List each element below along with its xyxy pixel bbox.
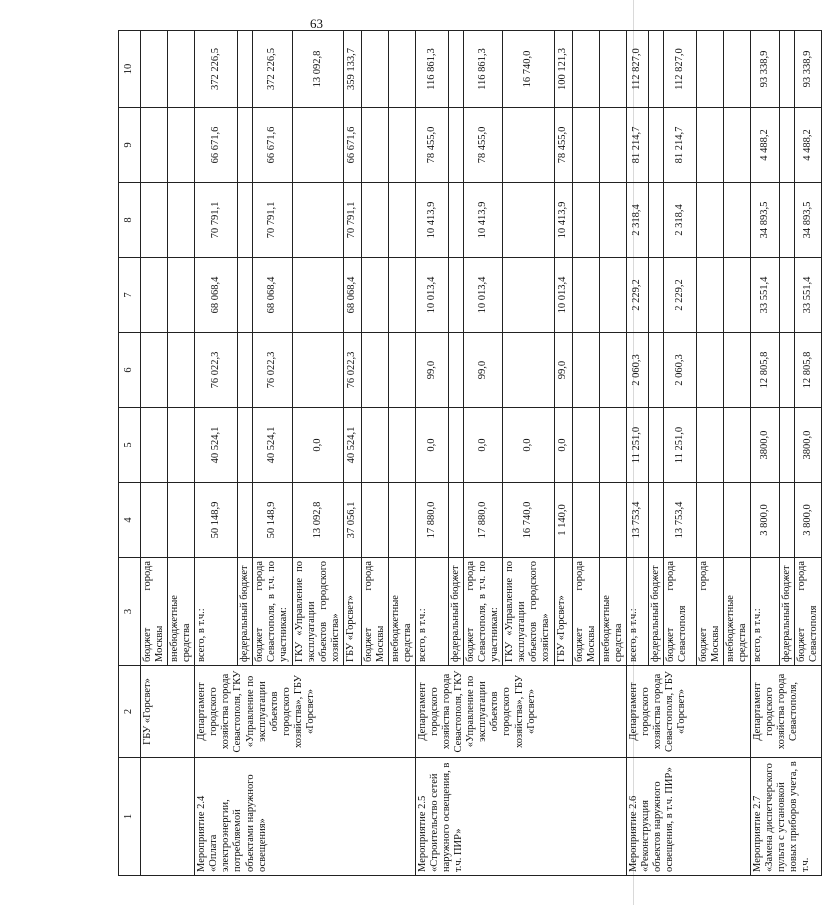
year-value-cell	[168, 408, 195, 483]
rotated-table-container	[118, 31, 820, 876]
year-value-cell: 16 740,0	[503, 483, 554, 558]
year-value-cell	[388, 483, 415, 558]
year-value-cell: 66 671,6	[253, 108, 292, 183]
year-value-cell	[780, 183, 795, 258]
year-value-cell: 78 455,0	[464, 108, 503, 183]
year-value-cell: 78 455,0	[554, 108, 572, 183]
col-number: 5	[119, 408, 141, 483]
year-value-cell: 12 805,8	[751, 333, 780, 408]
responsible-executor-cell: ГБУ «Горсвет»	[141, 666, 195, 758]
year-value-cell: 0,0	[292, 408, 343, 483]
year-value-cell	[292, 258, 343, 333]
year-value-cell	[238, 408, 253, 483]
year-value-cell: 3800,0	[751, 408, 780, 483]
total-value-cell	[780, 31, 795, 108]
funding-source-cell: бюджет города Севастополя, в т.ч. по участникам:	[253, 558, 292, 666]
year-value-cell	[696, 108, 723, 183]
year-value-cell: 17 880,0	[416, 483, 449, 558]
year-value-cell: 10 413,9	[464, 183, 503, 258]
year-value-cell: 0,0	[503, 408, 554, 483]
year-value-cell: 50 148,9	[195, 483, 238, 558]
col-number: 9	[119, 108, 141, 183]
year-value-cell	[696, 258, 723, 333]
funding-source-cell: всего, в т.ч.:	[416, 558, 449, 666]
year-value-cell: 3 800,0	[795, 483, 822, 558]
year-value-cell: 10 013,4	[416, 258, 449, 333]
table-row	[141, 31, 168, 876]
year-value-cell	[292, 183, 343, 258]
total-value-cell: 112 827,0	[663, 31, 696, 108]
year-value-cell: 99,0	[464, 333, 503, 408]
year-value-cell: 76 022,3	[195, 333, 238, 408]
year-value-cell	[388, 408, 415, 483]
year-value-cell	[780, 408, 795, 483]
responsible-executor-cell: Департамент городского хозяйства города Севастополя, ГКУ «Управление по эксплуатации объектов городского хозяйства», ГБУ «Горсвет»	[195, 666, 416, 758]
total-value-cell	[141, 31, 168, 108]
table-row	[195, 31, 238, 876]
funding-source-cell: бюджет города Москвы	[696, 558, 723, 666]
year-value-cell	[388, 108, 415, 183]
year-value-cell: 34 893,5	[751, 183, 780, 258]
year-value-cell	[780, 483, 795, 558]
year-value-cell: 99,0	[554, 333, 572, 408]
funding-source-cell: всего, в т.ч.:	[751, 558, 780, 666]
year-value-cell	[168, 483, 195, 558]
total-value-cell	[572, 31, 599, 108]
total-value-cell	[388, 31, 415, 108]
total-value-cell: 359 133,7	[343, 31, 361, 108]
year-value-cell: 34 893,5	[795, 183, 822, 258]
year-value-cell	[723, 258, 750, 333]
measure-name-cell: Мероприятие 2.7 «Замена диспетчерского пульта с установкой новых приборов учета, в т.ч.	[751, 758, 822, 876]
year-value-cell	[449, 483, 464, 558]
year-value-cell	[238, 108, 253, 183]
year-value-cell	[648, 483, 663, 558]
year-value-cell	[238, 258, 253, 333]
total-value-cell: 13 092,8	[292, 31, 343, 108]
year-value-cell: 4 488,2	[795, 108, 822, 183]
year-value-cell: 76 022,3	[253, 333, 292, 408]
year-value-cell: 2 318,4	[626, 183, 648, 258]
year-value-cell	[572, 408, 599, 483]
year-value-cell	[449, 408, 464, 483]
funding-source-cell: ГКУ «Управление по эксплуатации объектов городского хозяйства»	[292, 558, 343, 666]
funding-source-cell: внебюджетные средства	[599, 558, 626, 666]
year-value-cell	[696, 183, 723, 258]
funding-source-cell: бюджет города Севастополя	[663, 558, 696, 666]
year-value-cell	[696, 483, 723, 558]
year-value-cell: 10 013,4	[464, 258, 503, 333]
year-value-cell	[599, 483, 626, 558]
year-value-cell	[648, 408, 663, 483]
year-value-cell: 17 880,0	[464, 483, 503, 558]
total-value-cell: 112 827,0	[626, 31, 648, 108]
total-value-cell: 100 121,3	[554, 31, 572, 108]
col-number: 8	[119, 183, 141, 258]
year-value-cell	[572, 183, 599, 258]
year-value-cell: 70 791,1	[253, 183, 292, 258]
table-row	[626, 31, 648, 876]
total-value-cell	[648, 31, 663, 108]
year-value-cell: 0,0	[464, 408, 503, 483]
year-value-cell	[388, 258, 415, 333]
year-value-cell: 50 148,9	[253, 483, 292, 558]
year-value-cell	[449, 258, 464, 333]
year-value-cell: 37 056,1	[343, 483, 361, 558]
year-value-cell	[361, 483, 388, 558]
funding-source-cell: федеральный бюджет	[648, 558, 663, 666]
year-value-cell	[648, 258, 663, 333]
measure-name-cell	[141, 758, 195, 876]
year-value-cell	[599, 258, 626, 333]
year-value-cell: 68 068,4	[343, 258, 361, 333]
year-value-cell: 1 140,0	[554, 483, 572, 558]
year-value-cell	[599, 108, 626, 183]
total-value-cell: 16 740,0	[503, 31, 554, 108]
year-value-cell	[141, 483, 168, 558]
measure-name-cell: Мероприятие 2.4 «Оплата электроэнергии, потребляемой объектами наружного освещения»	[195, 758, 416, 876]
year-value-cell: 4 488,2	[751, 108, 780, 183]
col-number: 2	[119, 666, 141, 758]
year-value-cell	[572, 333, 599, 408]
year-value-cell	[141, 183, 168, 258]
year-value-cell	[503, 333, 554, 408]
year-value-cell	[599, 333, 626, 408]
year-value-cell: 13 092,8	[292, 483, 343, 558]
year-value-cell	[449, 333, 464, 408]
col-number: 3	[119, 558, 141, 666]
year-value-cell	[238, 183, 253, 258]
year-value-cell: 66 671,6	[195, 108, 238, 183]
year-value-cell: 78 455,0	[416, 108, 449, 183]
total-value-cell	[599, 31, 626, 108]
year-value-cell: 33 551,4	[751, 258, 780, 333]
funding-source-cell: внебюджетные средства	[168, 558, 195, 666]
year-value-cell	[141, 408, 168, 483]
year-value-cell	[696, 333, 723, 408]
year-value-cell	[780, 333, 795, 408]
total-value-cell	[168, 31, 195, 108]
funding-source-cell: всего, в т.ч.:	[195, 558, 238, 666]
year-value-cell	[648, 108, 663, 183]
total-value-cell	[723, 31, 750, 108]
year-value-cell	[723, 483, 750, 558]
funding-source-cell: федеральный бюджет	[449, 558, 464, 666]
year-value-cell: 70 791,1	[343, 183, 361, 258]
year-value-cell	[503, 183, 554, 258]
year-value-cell: 81 214,7	[663, 108, 696, 183]
year-value-cell	[141, 108, 168, 183]
year-value-cell	[141, 258, 168, 333]
year-value-cell: 40 524,1	[343, 408, 361, 483]
measure-name-cell: Мероприятие 2.5 «Строительство сетей наружного освещения, в т.ч. ПИР»	[416, 758, 627, 876]
year-value-cell: 70 791,1	[195, 183, 238, 258]
funding-source-cell: бюджет города Москвы	[141, 558, 168, 666]
year-value-cell: 33 551,4	[795, 258, 822, 333]
funding-source-cell: ГБУ «Горсвет»	[343, 558, 361, 666]
table-row	[751, 31, 780, 876]
funding-source-cell: бюджет города Москвы	[361, 558, 388, 666]
year-value-cell	[388, 333, 415, 408]
year-value-cell: 2 229,2	[626, 258, 648, 333]
year-value-cell	[168, 183, 195, 258]
total-value-cell: 93 338,9	[795, 31, 822, 108]
year-value-cell	[168, 333, 195, 408]
year-value-cell: 2 060,3	[626, 333, 648, 408]
total-value-cell	[361, 31, 388, 108]
year-value-cell: 68 068,4	[195, 258, 238, 333]
year-value-cell: 13 753,4	[663, 483, 696, 558]
funding-source-cell: ГКУ «Управление по эксплуатации объектов городского хозяйства»	[503, 558, 554, 666]
col-number: 6	[119, 333, 141, 408]
year-value-cell	[238, 483, 253, 558]
budget-table	[118, 30, 822, 876]
measure-name-cell: Мероприятие 2.6 «Реконструкция объектов наружного освещения, в т.ч. ПИР»	[626, 758, 750, 876]
year-value-cell	[723, 183, 750, 258]
funding-source-cell: федеральный бюджет	[780, 558, 795, 666]
year-value-cell: 10 413,9	[416, 183, 449, 258]
year-value-cell: 0,0	[554, 408, 572, 483]
year-value-cell: 11 251,0	[626, 408, 648, 483]
year-value-cell	[238, 333, 253, 408]
year-value-cell	[780, 108, 795, 183]
year-value-cell	[449, 108, 464, 183]
year-value-cell: 0,0	[416, 408, 449, 483]
page-number: 63	[310, 16, 323, 31]
year-value-cell	[361, 333, 388, 408]
year-value-cell	[292, 333, 343, 408]
year-value-cell	[361, 108, 388, 183]
funding-source-cell: федеральный бюджет	[238, 558, 253, 666]
responsible-executor-cell: Департамент городского хозяйства города Севастополя,	[751, 666, 822, 758]
year-value-cell	[599, 408, 626, 483]
year-value-cell: 2 060,3	[663, 333, 696, 408]
year-value-cell: 12 805,8	[795, 333, 822, 408]
year-value-cell	[168, 258, 195, 333]
funding-source-cell: внебюджетные средства	[723, 558, 750, 666]
year-value-cell	[723, 108, 750, 183]
total-value-cell	[238, 31, 253, 108]
year-value-cell: 13 753,4	[626, 483, 648, 558]
year-value-cell: 10 013,4	[554, 258, 572, 333]
responsible-executor-cell: Департамент городского хозяйства города Севастополя, ГБУ «Горсвет»	[626, 666, 750, 758]
year-value-cell	[696, 408, 723, 483]
funding-source-cell: бюджет города Севастополя	[795, 558, 822, 666]
year-value-cell: 3 800,0	[751, 483, 780, 558]
year-value-cell: 40 524,1	[253, 408, 292, 483]
year-value-cell	[503, 258, 554, 333]
funding-source-cell: бюджет города Севастополя, в т.ч. по участникам:	[464, 558, 503, 666]
year-value-cell	[503, 108, 554, 183]
year-value-cell: 10 413,9	[554, 183, 572, 258]
funding-source-cell: всего, в т.ч.:	[626, 558, 648, 666]
year-value-cell	[572, 258, 599, 333]
funding-source-cell: ГБУ «Горсвет»	[554, 558, 572, 666]
year-value-cell	[648, 333, 663, 408]
funding-source-cell: бюджет города Москвы	[572, 558, 599, 666]
year-value-cell	[599, 183, 626, 258]
total-value-cell: 93 338,9	[751, 31, 780, 108]
year-value-cell	[780, 258, 795, 333]
total-value-cell	[696, 31, 723, 108]
year-value-cell: 3800,0	[795, 408, 822, 483]
year-value-cell	[572, 483, 599, 558]
year-value-cell	[388, 183, 415, 258]
year-value-cell	[648, 183, 663, 258]
col-number: 10	[119, 31, 141, 108]
year-value-cell: 76 022,3	[343, 333, 361, 408]
year-value-cell	[572, 108, 599, 183]
col-number: 7	[119, 258, 141, 333]
year-value-cell: 40 524,1	[195, 408, 238, 483]
year-value-cell: 2 318,4	[663, 183, 696, 258]
year-value-cell	[449, 183, 464, 258]
year-value-cell	[361, 258, 388, 333]
total-value-cell: 372 226,5	[195, 31, 238, 108]
year-value-cell	[361, 408, 388, 483]
year-value-cell: 11 251,0	[663, 408, 696, 483]
year-value-cell: 68 068,4	[253, 258, 292, 333]
year-value-cell	[292, 108, 343, 183]
table-row	[416, 31, 449, 876]
column-number-row	[119, 31, 141, 876]
year-value-cell	[361, 183, 388, 258]
year-value-cell	[723, 408, 750, 483]
table-body	[141, 31, 822, 876]
responsible-executor-cell: Департамент городского хозяйства города Севастополя, ГКУ «Управление по эксплуатации объектов городского хозяйства», ГБУ «Горсвет»	[416, 666, 627, 758]
funding-source-cell: внебюджетные средства	[388, 558, 415, 666]
total-value-cell: 116 861,3	[416, 31, 449, 108]
total-value-cell: 372 226,5	[253, 31, 292, 108]
col-number: 1	[119, 758, 141, 876]
year-value-cell: 2 229,2	[663, 258, 696, 333]
year-value-cell	[723, 333, 750, 408]
year-value-cell: 99,0	[416, 333, 449, 408]
year-value-cell: 66 671,6	[343, 108, 361, 183]
year-value-cell: 81 214,7	[626, 108, 648, 183]
total-value-cell: 116 861,3	[464, 31, 503, 108]
year-value-cell	[141, 333, 168, 408]
col-number: 4	[119, 483, 141, 558]
total-value-cell	[449, 31, 464, 108]
year-value-cell	[168, 108, 195, 183]
